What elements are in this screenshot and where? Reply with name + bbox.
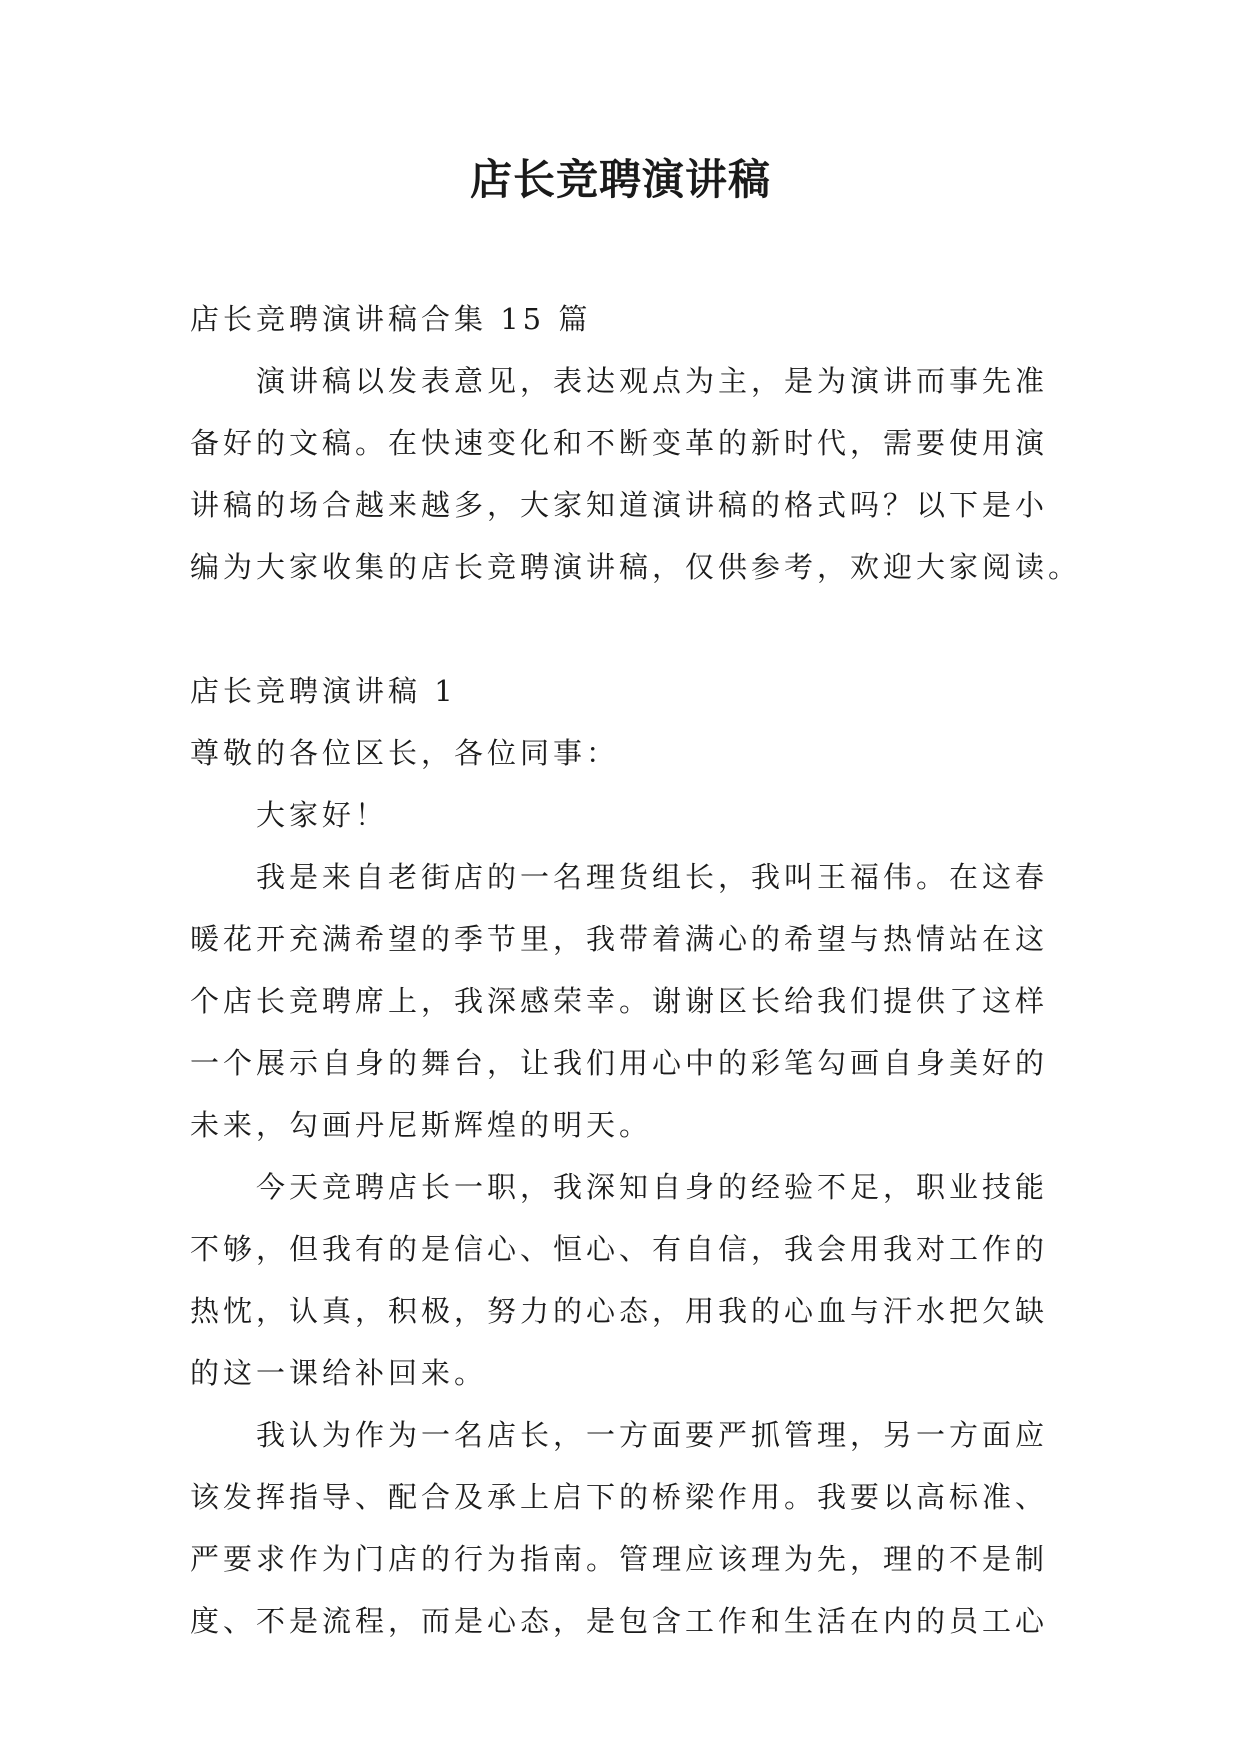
salutation: 尊敬的各位区长，各位同事： xyxy=(190,736,620,770)
paragraph-line: 一个展示自身的舞台，让我们用心中的彩笔勾画自身美好的 xyxy=(190,1046,1049,1080)
paragraph-line: 未来，勾画丹尼斯辉煌的明天。 xyxy=(190,1108,653,1142)
paragraph-line: 热忱，认真，积极，努力的心态，用我的心血与汗水把欠缺 xyxy=(190,1294,1049,1328)
paragraph-line: 度、不是流程，而是心态，是包含工作和生活在内的员工心 xyxy=(190,1604,1049,1638)
intro-line: 备好的文稿。在快速变化和不断变革的新时代，需要使用演 xyxy=(190,426,1049,460)
paragraph-line: 不够，但我有的是信心、恒心、有自信，我会用我对工作的 xyxy=(190,1232,1049,1266)
paragraph-line: 该发挥指导、配合及承上启下的桥梁作用。我要以高标准、 xyxy=(190,1480,1049,1514)
collection-heading: 店长竞聘演讲稿合集 15 篇 xyxy=(190,302,592,336)
paragraph-line: 暖花开充满希望的季节里，我带着满心的希望与热情站在这 xyxy=(190,922,1049,956)
paragraph-line: 个店长竞聘席上，我深感荣幸。谢谢区长给我们提供了这样 xyxy=(190,984,1049,1018)
paragraph-line: 今天竞聘店长一职，我深知自身的经验不足，职业技能 xyxy=(256,1170,1049,1204)
intro-line: 演讲稿以发表意见，表达观点为主，是为演讲而事先准 xyxy=(256,364,1049,398)
paragraph-line: 我认为作为一名店长，一方面要严抓管理，另一方面应 xyxy=(256,1418,1049,1452)
section-spacer xyxy=(190,598,1060,660)
section-heading: 店长竞聘演讲稿 1 xyxy=(190,674,457,708)
intro-line: 编为大家收集的店长竞聘演讲稿，仅供参考，欢迎大家阅读。 xyxy=(190,550,1082,584)
document-body xyxy=(190,288,1082,1652)
paragraph-line: 我是来自老街店的一名理货组长，我叫王福伟。在这春 xyxy=(256,860,1049,894)
paragraph-line: 的这一课给补回来。 xyxy=(190,1356,488,1390)
intro-line: 讲稿的场合越来越多，大家知道演讲稿的格式吗？以下是小 xyxy=(190,488,1049,522)
greeting: 大家好！ xyxy=(256,798,389,832)
document-title: 店长竞聘演讲稿 xyxy=(469,155,771,204)
paragraph-line: 严要求作为门店的行为指南。管理应该理为先，理的不是制 xyxy=(190,1542,1049,1576)
